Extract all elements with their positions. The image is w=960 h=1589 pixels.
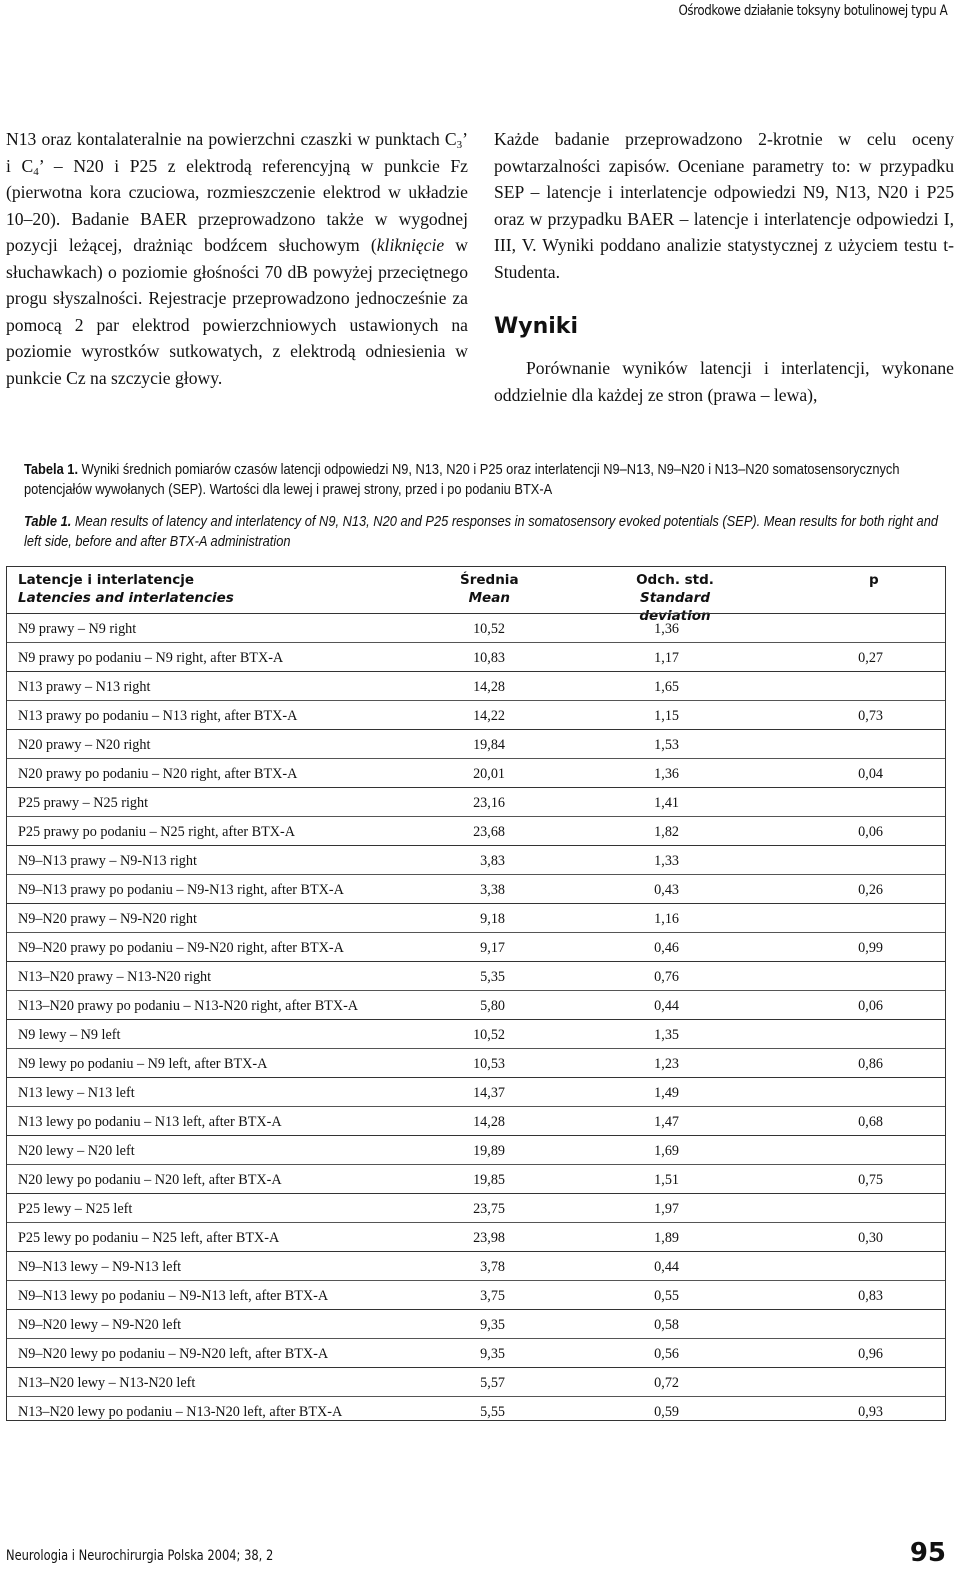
table-row — [7, 1048, 945, 1077]
row-label: P25 prawy – N25 right — [18, 795, 149, 811]
row-label: N9–N13 lewy po podaniu – N9-N13 left, after BTX-A — [18, 1288, 329, 1304]
row-mean: 19,85 — [473, 1172, 505, 1188]
table-row — [7, 758, 945, 787]
row-mean: 5,80 — [480, 998, 505, 1014]
row-mean: 10,52 — [473, 621, 505, 637]
row-mean: 9,17 — [480, 940, 505, 956]
row-sd: 1,65 — [654, 679, 679, 695]
row-mean: 5,55 — [480, 1404, 505, 1420]
row-label: N13–N20 lewy po podaniu – N13-N20 left, after BTX-A — [18, 1404, 343, 1420]
journal-footer: Neurologia i Neurochirurgia Polska 2004; 38, 2 — [6, 1548, 274, 1564]
row-p: 0,06 — [858, 998, 883, 1014]
row-sd: 0,58 — [654, 1317, 679, 1333]
row-mean: 19,84 — [473, 737, 505, 753]
table-row — [7, 1193, 945, 1222]
table-row — [7, 990, 945, 1019]
row-sd: 0,56 — [654, 1346, 679, 1362]
right-paragraph-2: Porównanie wyników latencji i interlatencji, wykonane oddzielnie dla każdej ze stron (prawa – lewa), — [494, 358, 954, 405]
row-p: 0,68 — [858, 1114, 883, 1130]
row-mean: 23,98 — [473, 1230, 505, 1246]
left-paragraph: N13 oraz kontalateralnie na powierzchni czaszki w punktach $C_3$’ i $C_4$’ – N20 i P25 z elektrodą referencyjną w punkcie Fz (pierwotna kora czuciowa, rozmieszczenie elektrod w układzie 10–20). Badanie BAER przeprowadzono także w wygodnej pozycji leżącej, drażniąc bodźcem słuchowym (kliknięcie w słuchawkach) o poziomie głośności 70 dB powyżej przeciętnego progu słyszalności. Rejestracje przeprowadzono jednocześnie za pomocą 2 par elektrod powierzchniowych ustawionych na poziomie wyrostków sutkowatych, z elektrodą odniesienia w punkcie Cz na szczycie głowy. — [6, 129, 468, 388]
header-mean: Średnia Mean — [460, 572, 519, 606]
row-mean: 9,18 — [480, 911, 505, 927]
caption-text: Wyniki średnich pomiarów czasów latencji odpowiedzi N9, N13, N20 i P25 oraz interlatencji N9–N13, N9–N20 i N13–N20 somatosensorycznych potencjałów wywołanych (SEP). Wartości dla lewej i prawej strony, przed i po podaniu BTX-A — [24, 462, 900, 498]
row-mean: 10,52 — [473, 1027, 505, 1043]
right-paragraph-1: Każde badanie przeprowadzono 2-krotnie w celu oceny powtarzalności zapisów. Oceniane parametry to: w przypadku SEP – latencje i interlatencje odpowiedzi N9, N13, N20 i P25 oraz w przypadku BAER – latencje i interlatencje odpowiedzi I, III, V. Wyniki poddano analizie statystycznej z użyciem testu t-Studenta. — [494, 129, 954, 282]
table-row — [7, 903, 945, 932]
table-row — [7, 1396, 945, 1425]
row-sd: 1,53 — [654, 737, 679, 753]
row-label: N13 prawy po podaniu – N13 right, after BTX-A — [18, 708, 298, 724]
row-sd: 1,82 — [654, 824, 679, 840]
section-heading: Wyniki — [494, 314, 578, 339]
row-sd: 1,49 — [654, 1085, 679, 1101]
row-sd: 1,36 — [654, 621, 679, 637]
row-sd: 0,44 — [654, 998, 679, 1014]
row-mean: 14,28 — [473, 679, 505, 695]
row-sd: 1,47 — [654, 1114, 679, 1130]
row-label: N20 lewy po podaniu – N20 left, after BTX-A — [18, 1172, 282, 1188]
page-number: 95 — [909, 1538, 946, 1568]
table-row — [7, 874, 945, 903]
row-label: N13 lewy po podaniu – N13 left, after BTX-A — [18, 1114, 282, 1130]
row-sd: 1,15 — [654, 708, 679, 724]
row-p: 0,06 — [858, 824, 883, 840]
row-mean: 14,37 — [473, 1085, 505, 1101]
row-label: N9 prawy po podaniu – N9 right, after BTX-A — [18, 650, 284, 666]
row-p: 0,27 — [858, 650, 883, 666]
row-label: N13 prawy – N13 right — [18, 679, 151, 695]
table-row — [7, 1367, 945, 1396]
row-sd: 0,46 — [654, 940, 679, 956]
row-p: 0,26 — [858, 882, 883, 898]
table-caption-pl — [24, 460, 944, 500]
row-mean: 23,16 — [473, 795, 505, 811]
row-mean: 10,83 — [473, 650, 505, 666]
row-sd: 0,55 — [654, 1288, 679, 1304]
row-sd: 0,43 — [654, 882, 679, 898]
running-head: Ośrodkowe działanie toksyny botulinowej typu A — [678, 3, 947, 19]
table-row — [7, 613, 945, 642]
row-sd: 0,59 — [654, 1404, 679, 1420]
table-row — [7, 729, 945, 758]
table-row — [7, 787, 945, 816]
row-p: 0,86 — [858, 1056, 883, 1072]
row-label: N9–N20 lewy – N9-N20 left — [18, 1317, 182, 1333]
table-row — [7, 671, 945, 700]
header-label: Latencje i interlatencje Latencies and interlatencies — [18, 572, 234, 606]
row-mean: 14,22 — [473, 708, 505, 724]
row-label: N20 prawy – N20 right — [18, 737, 151, 753]
row-mean: 5,57 — [480, 1375, 505, 1391]
row-label: P25 prawy po podaniu – N25 right, after BTX-A — [18, 824, 296, 840]
row-label: P25 lewy – N25 left — [18, 1201, 133, 1217]
row-mean: 19,89 — [473, 1143, 505, 1159]
row-label: N9 lewy po podaniu – N9 left, after BTX-A — [18, 1056, 268, 1072]
table-body — [7, 613, 945, 1425]
table-row — [7, 1106, 945, 1135]
table-caption-en — [24, 512, 944, 552]
row-sd: 0,72 — [654, 1375, 679, 1391]
row-sd: 1,36 — [654, 766, 679, 782]
row-label: N9–N13 lewy – N9-N13 left — [18, 1259, 182, 1275]
row-sd: 1,69 — [654, 1143, 679, 1159]
row-label: N13–N20 lewy – N13-N20 left — [18, 1375, 196, 1391]
row-mean: 9,35 — [480, 1346, 505, 1362]
row-sd: 1,97 — [654, 1201, 679, 1217]
row-label: N13–N20 prawy – N13-N20 right — [18, 969, 212, 985]
row-mean: 10,53 — [473, 1056, 505, 1072]
row-sd: 1,23 — [654, 1056, 679, 1072]
row-p: 0,83 — [858, 1288, 883, 1304]
row-sd: 0,76 — [654, 969, 679, 985]
row-label: N9–N13 prawy – N9-N13 right — [18, 853, 197, 869]
row-label: N9–N13 prawy po podaniu – N9-N13 right, after BTX-A — [18, 882, 344, 898]
row-p: 0,99 — [858, 940, 883, 956]
row-sd: 1,17 — [654, 650, 679, 666]
header-sd: Odch. std. Standard deviation — [636, 572, 714, 624]
right-column — [494, 126, 954, 408]
row-label: N20 lewy – N20 left — [18, 1143, 135, 1159]
table-row — [7, 932, 945, 961]
row-label: P25 lewy po podaniu – N25 left, after BTX-A — [18, 1230, 280, 1246]
row-mean: 5,35 — [480, 969, 505, 985]
table-header — [7, 567, 945, 624]
row-label: N9 prawy – N9 right — [18, 621, 137, 637]
row-mean: 23,75 — [473, 1201, 505, 1217]
table-row — [7, 1164, 945, 1193]
row-sd: 1,16 — [654, 911, 679, 927]
table-row — [7, 961, 945, 990]
row-p: 0,73 — [858, 708, 883, 724]
table-row — [7, 845, 945, 874]
row-mean: 3,38 — [480, 882, 505, 898]
row-mean: 20,01 — [473, 766, 505, 782]
row-mean: 3,83 — [480, 853, 505, 869]
data-table — [6, 566, 946, 1421]
row-sd: 1,89 — [654, 1230, 679, 1246]
table-row — [7, 642, 945, 671]
row-mean: 14,28 — [473, 1114, 505, 1130]
row-label: N9–N20 lewy po podaniu – N9-N20 left, after BTX-A — [18, 1346, 329, 1362]
row-label: N9–N20 prawy – N9-N20 right — [18, 911, 197, 927]
caption-label: Tabela 1. — [24, 462, 79, 478]
row-p: 0,04 — [858, 766, 883, 782]
table-row — [7, 1280, 945, 1309]
table-row — [7, 1338, 945, 1367]
table-row — [7, 1019, 945, 1048]
row-sd: 1,33 — [654, 853, 679, 869]
table-row — [7, 1077, 945, 1106]
row-mean: 9,35 — [480, 1317, 505, 1333]
row-label: N9 lewy – N9 left — [18, 1027, 121, 1043]
row-sd: 0,44 — [654, 1259, 679, 1275]
row-mean: 23,68 — [473, 824, 505, 840]
row-sd: 1,35 — [654, 1027, 679, 1043]
row-mean: 3,75 — [480, 1288, 505, 1304]
table-row — [7, 816, 945, 845]
row-p: 0,93 — [858, 1404, 883, 1420]
table-row — [7, 1251, 945, 1280]
row-mean: 3,78 — [480, 1259, 505, 1275]
row-label: N13 lewy – N13 left — [18, 1085, 135, 1101]
table-row — [7, 1222, 945, 1251]
left-column — [6, 126, 468, 391]
table-row — [7, 700, 945, 729]
caption-text: Mean results of latency and interlatency of N9, N13, N20 and P25 responses in somatosensory evoked potentials (SEP). Mean results for both right and left side, before and after BTX-A administration — [24, 514, 938, 550]
row-label: N9–N20 prawy po podaniu – N9-N20 right, after BTX-A — [18, 940, 344, 956]
row-p: 0,30 — [858, 1230, 883, 1246]
header-p: p — [869, 572, 879, 588]
row-p: 0,75 — [858, 1172, 883, 1188]
row-label: N13–N20 prawy po podaniu – N13-N20 right, after BTX-A — [18, 998, 359, 1014]
row-sd: 1,51 — [654, 1172, 679, 1188]
row-label: N20 prawy po podaniu – N20 right, after BTX-A — [18, 766, 298, 782]
row-sd: 1,41 — [654, 795, 679, 811]
table-row — [7, 1135, 945, 1164]
row-p: 0,96 — [858, 1346, 883, 1362]
table-row — [7, 1309, 945, 1338]
caption-label: Table 1. — [24, 514, 72, 530]
